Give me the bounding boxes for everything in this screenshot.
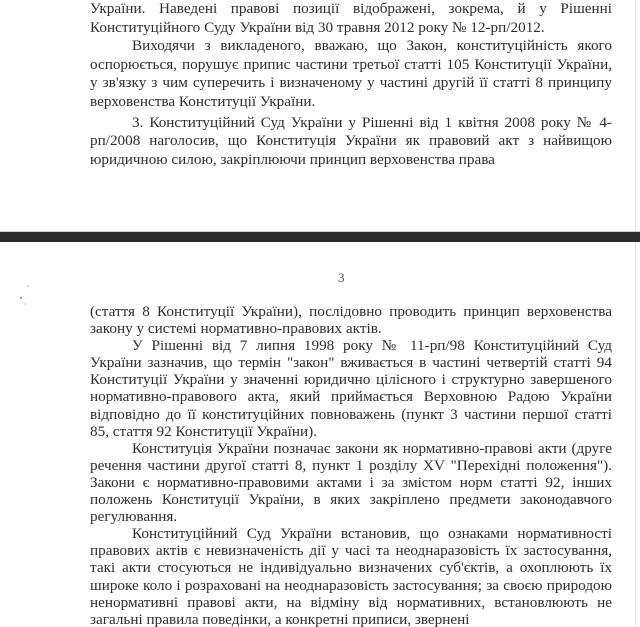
paragraph: України. Наведені правові позиції відображені, зокрема, й у Рішенні Конституційного Суду України від 30 травня 2012 року № 12-рп/2012. [90,0,612,36]
paragraph: Конституційний Суд України встановив, що ознаками нормативності правових актів є невизначеність дії у часі та неоднаразовість їх застосування, такі акти стосуються не індивідуально визначених суб'єктів, а охоплюють їх широке коло і розраховані на неоднаразовість застосування; за своєю природою ненормативні правові акти, на відміну від нормативних, встановлюють не загальні правила поведінки, а конкретні приписи, звернені [90,525,612,627]
page-text-lower [90,303,612,627]
scan-speck [27,285,29,287]
page-edge-line [635,242,636,627]
page-edge-line [635,0,636,231]
document-page-lower [0,242,640,627]
document-page-upper [0,0,640,231]
page-number: 3 [338,270,345,285]
paragraph: Конституція України позначає закони як нормативно-правові акти (друге речення частини другої статті 8, пункт 1 розділу XV "Перехідні положення"). Закони є нормативно-правовими актами і за змістом норм статті 92, інших положень Конституції України, в яких закріплено предмети законодавчого регулювання. [90,439,612,526]
paragraph: Виходячи з викладеного, вважаю, що Закон, конституційність якого оспорюється, порушує припис частини третьої статті 105 Конституції України, у зв'язку з чим суперечить і визначеному у частині другій її статті 8 принципу верховенства Конституції України. [90,37,612,110]
scan-speck [20,297,22,299]
paragraph: 3. Конституційний Суд України у Рішенні від 1 квітня 2008 року № 4-рп/2008 наголосив, що Конституція України як правовий акт з найвищою юридичною силою, закріплюючи принцип верховенства права [90,113,612,168]
page-text-upper [90,0,612,169]
scan-speck [24,303,26,305]
paragraph: (стаття 8 Конституції України), послідовно проводить принцип верховенства закону у системі нормативно-правових актів. [90,303,612,338]
paragraph: У Рішенні від 7 липня 1998 року № 11-рп/98 Конституційний Суд України зазначив, що термін "закон" вживається в частині четвертій статті 94 Конституції України у значенні юридично цілісного і структурно завершеного нормативно-правового акта, який приймається Верховною Радою України відповідно до її конституційних повноважень (пункт 3 частини першої статті 85, стаття 92 Конституції України). [90,337,612,440]
page-separator [0,231,640,242]
